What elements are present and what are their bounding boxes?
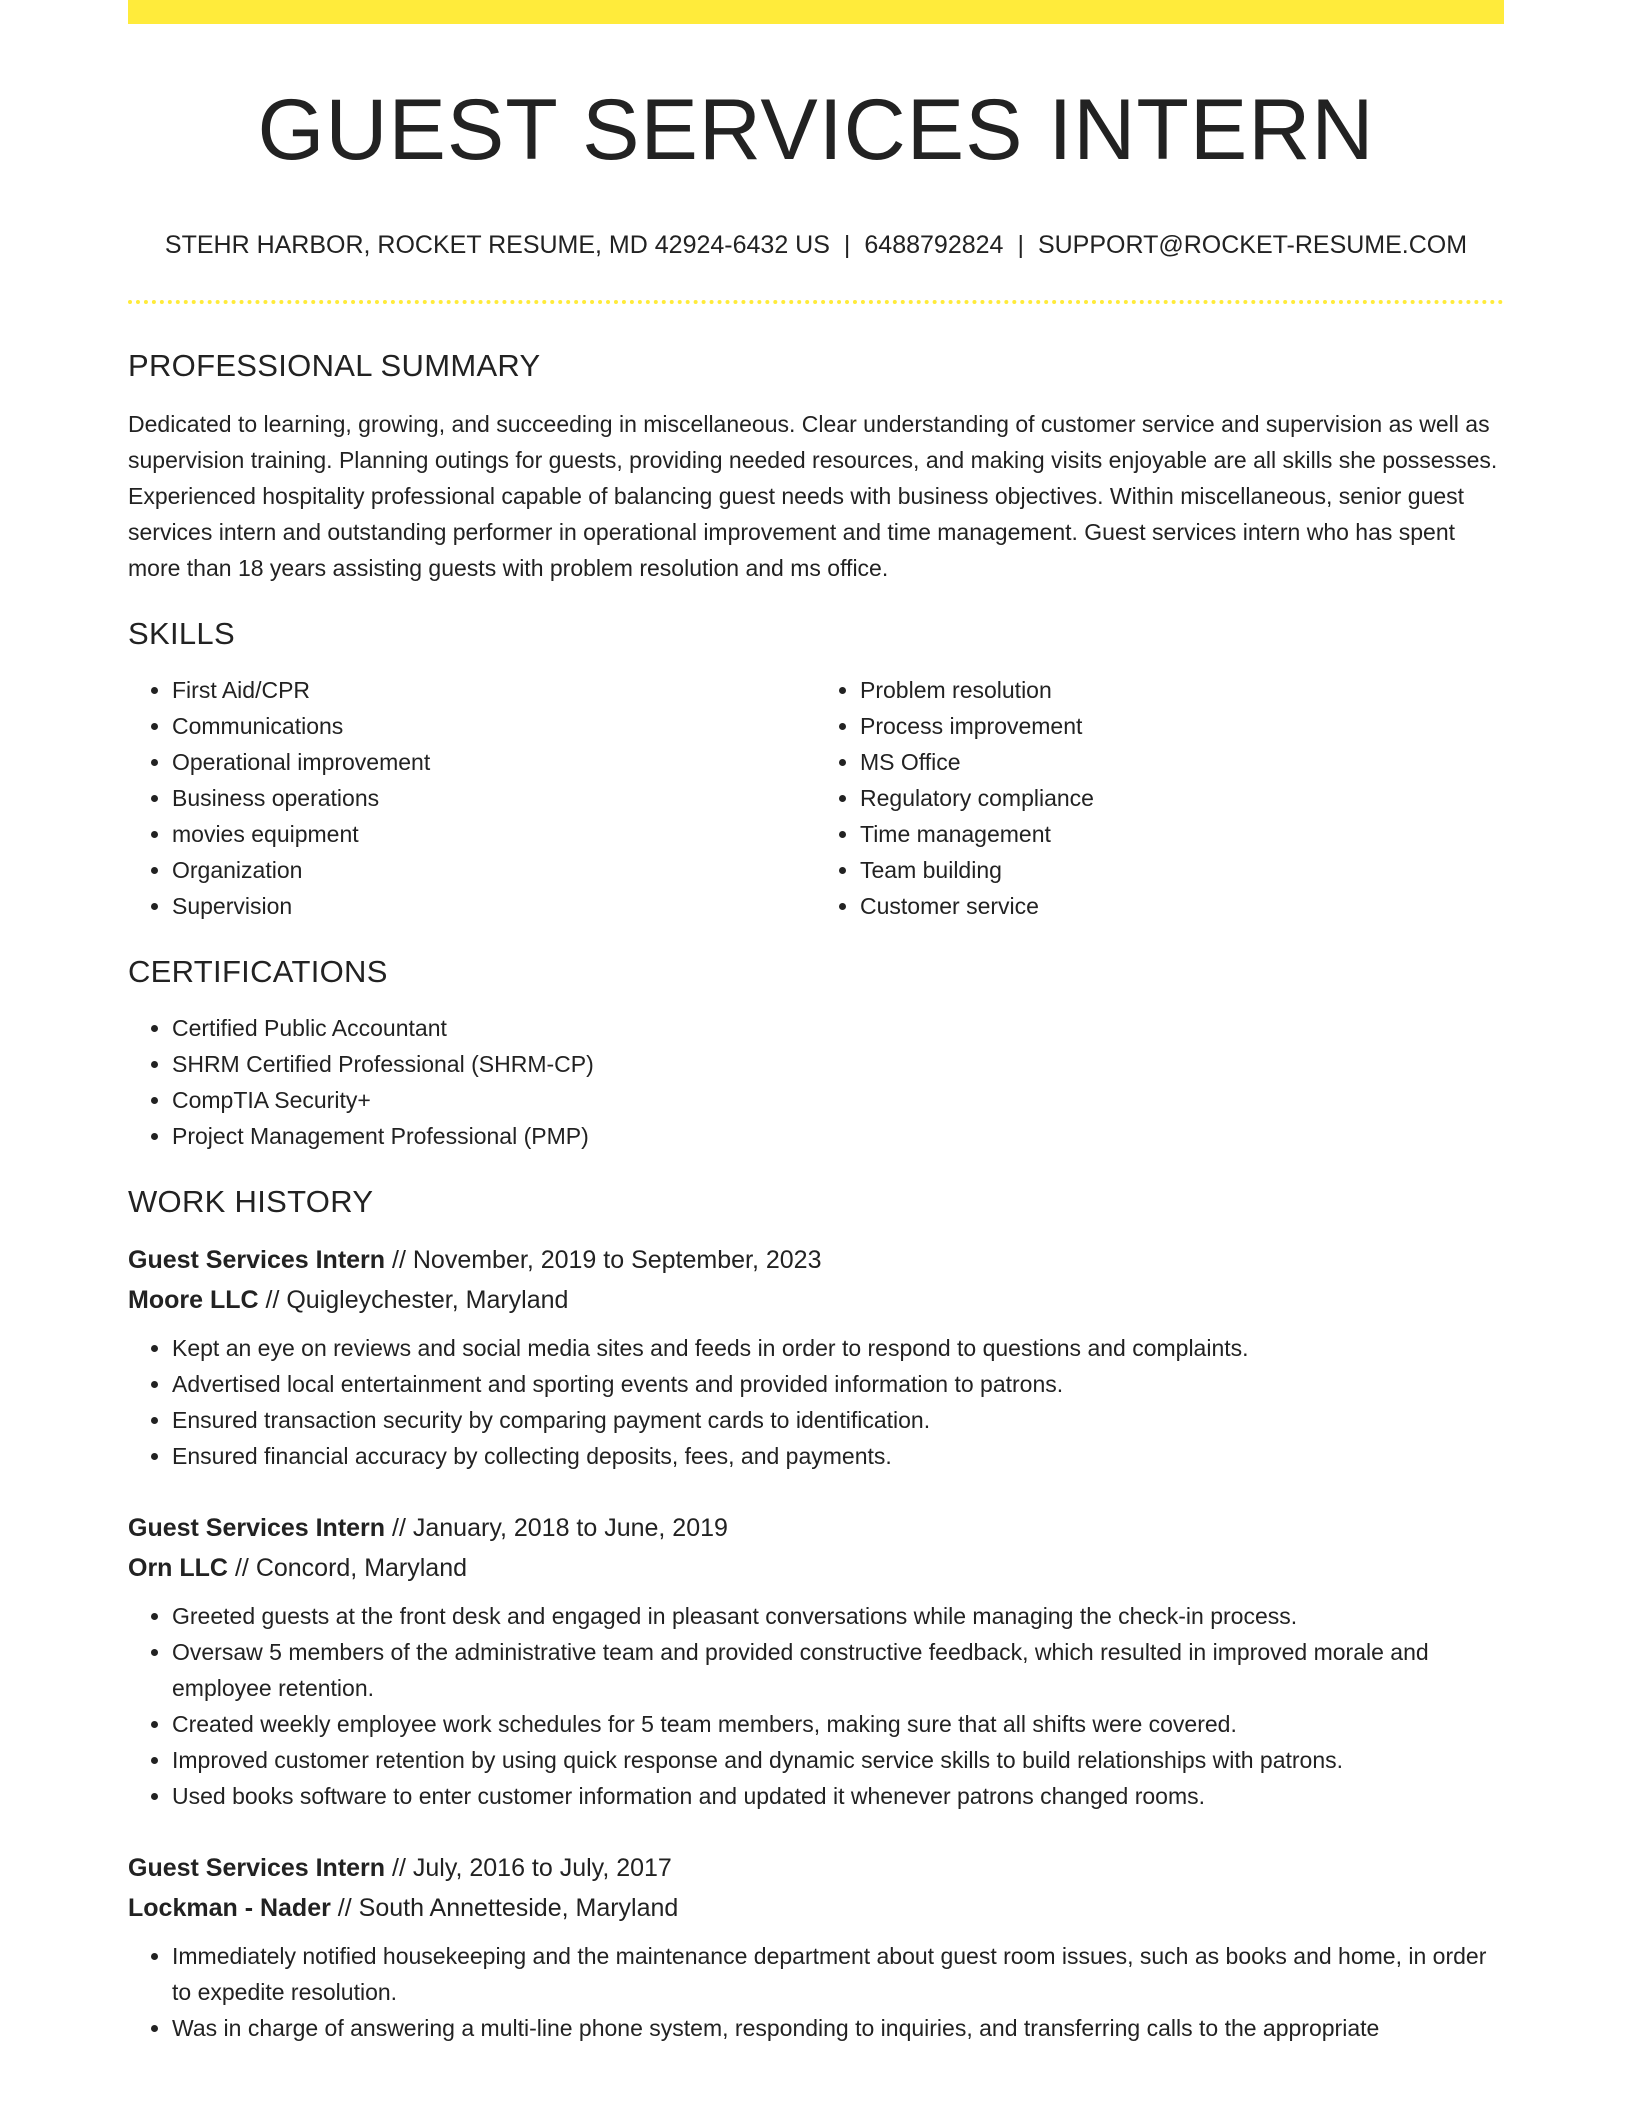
job-bullet: • Created weekly employee work schedules for 5 team members, making sure that all shifts were covered. xyxy=(172,1706,1504,1742)
skills-left-list xyxy=(128,672,816,924)
job-entry xyxy=(128,1848,1504,2046)
job-separator: // xyxy=(337,1894,352,1923)
job-separator: // xyxy=(234,1554,249,1583)
skills-columns xyxy=(128,672,1504,924)
skill-item: • Communications xyxy=(172,708,816,744)
job-location: South Annetteside, Maryland xyxy=(358,1894,679,1923)
skill-item: • Supervision xyxy=(172,888,816,924)
skill-item: • MS Office xyxy=(860,744,1504,780)
job-title-line xyxy=(128,1240,1504,1280)
job-separator: // xyxy=(392,1854,406,1883)
job-bullet: • Ensured financial accuracy by collecting deposits, fees, and payments. xyxy=(172,1438,1504,1474)
job-bullet: • Greeted guests at the front desk and engaged in pleasant conversations while managing the check-in process. xyxy=(172,1598,1504,1634)
certifications-list xyxy=(128,1010,1504,1154)
job-title: Guest Services Intern xyxy=(128,1514,386,1543)
certification-item: • CompTIA Security+ xyxy=(172,1082,1504,1118)
job-bullet: • Immediately notified housekeeping and the maintenance department about guest room issues, such as books and home, in order to expedite resolution. xyxy=(172,1938,1504,2010)
skill-item: • Team building xyxy=(860,852,1504,888)
summary-text: Dedicated to learning, growing, and succeeding in miscellaneous. Clear understanding of customer service and supervision as well as supervision training. Planning outings for guests, providing needed resources, and making visits enjoyable are all skills she possesses. Experienced hospitality professional capable of balancing guest needs with business objectives. Within miscellaneous, senior guest services intern and outstanding performer in operational improvement and time management. Guest services intern who has spent more than 18 years assisting guests with problem resolution and ms office. xyxy=(128,411,1498,582)
job-company: Moore LLC xyxy=(128,1286,259,1315)
skills-heading: SKILLS xyxy=(128,616,235,652)
job-company-line xyxy=(128,1280,1504,1320)
job-separator: // xyxy=(392,1246,406,1275)
job-title-line xyxy=(128,1848,1504,1888)
skill-item: • Process improvement xyxy=(860,708,1504,744)
certification-item: • SHRM Certified Professional (SHRM-CP) xyxy=(172,1046,1504,1082)
skill-item: • Business operations xyxy=(172,780,816,816)
contact-address: STEHR HARBOR, ROCKET RESUME, MD 42924-6432 US xyxy=(164,231,830,260)
job-separator: // xyxy=(392,1514,406,1543)
job-bullet: • Oversaw 5 members of the administrative team and provided constructive feedback, which resulted in improved morale and employee retention. xyxy=(172,1634,1504,1706)
job-location: Quigleychester, Maryland xyxy=(286,1286,569,1315)
certification-item: • Project Management Professional (PMP) xyxy=(172,1118,1504,1154)
resume-page xyxy=(128,0,1504,2046)
skill-item: • Operational improvement xyxy=(172,744,816,780)
job-bullet: • Improved customer retention by using quick response and dynamic service skills to build relationships with patrons. xyxy=(172,1742,1504,1778)
job-bullets xyxy=(128,1598,1504,1814)
contact-separator: | xyxy=(843,231,851,260)
job-dates: January, 2018 to June, 2019 xyxy=(412,1514,728,1543)
job-location: Concord, Maryland xyxy=(255,1554,468,1583)
job-company: Lockman - Nader xyxy=(128,1894,331,1923)
skill-item: • Organization xyxy=(172,852,816,888)
job-title: Guest Services Intern xyxy=(128,1854,386,1883)
job-bullet: • Was in charge of answering a multi-line phone system, responding to inquiries, and transferring calls to the appropriate xyxy=(172,2010,1504,2046)
skill-item: • movies equipment xyxy=(172,816,816,852)
work-history-heading: WORK HISTORY xyxy=(128,1184,374,1220)
job-bullet: • Kept an eye on reviews and social media sites and feeds in order to respond to questions and complaints. xyxy=(172,1330,1504,1366)
skill-item: • Time management xyxy=(860,816,1504,852)
contact-separator: | xyxy=(1017,231,1024,260)
dotted-divider xyxy=(128,300,1504,304)
skill-item: • First Aid/CPR xyxy=(172,672,816,708)
job-entry xyxy=(128,1508,1504,1814)
skill-item: • Problem resolution xyxy=(860,672,1504,708)
job-bullet: • Ensured transaction security by comparing payment cards to identification. xyxy=(172,1402,1504,1438)
job-dates: July, 2016 to July, 2017 xyxy=(412,1854,672,1883)
job-title: Guest Services Intern xyxy=(128,1246,386,1275)
accent-bar xyxy=(128,0,1504,24)
job-separator: // xyxy=(265,1286,280,1315)
job-bullet: • Used books software to enter customer information and updated it whenever patrons changed rooms. xyxy=(172,1778,1504,1814)
candidate-name: GUEST SERVICES INTERN xyxy=(257,82,1375,178)
job-company: Orn LLC xyxy=(128,1554,228,1583)
certifications-heading: CERTIFICATIONS xyxy=(128,954,388,990)
certification-item: • Certified Public Accountant xyxy=(172,1010,1504,1046)
summary-heading: PROFESSIONAL SUMMARY xyxy=(128,348,541,384)
job-title-line xyxy=(128,1508,1504,1548)
job-company-line xyxy=(128,1888,1504,1928)
job-bullets xyxy=(128,1330,1504,1474)
job-company-line xyxy=(128,1548,1504,1588)
contact-line xyxy=(128,230,1504,260)
job-dates: November, 2019 to September, 2023 xyxy=(412,1246,822,1275)
job-entry xyxy=(128,1240,1504,1474)
contact-phone: 6488792824 xyxy=(864,231,1004,260)
contact-email: SUPPORT@ROCKET-RESUME.COM xyxy=(1037,231,1468,260)
skill-item: • Customer service xyxy=(860,888,1504,924)
job-bullet: • Advertised local entertainment and sporting events and provided information to patrons. xyxy=(172,1366,1504,1402)
skills-right-list xyxy=(816,672,1504,924)
skill-item: • Regulatory compliance xyxy=(860,780,1504,816)
job-bullets xyxy=(128,1938,1504,2046)
